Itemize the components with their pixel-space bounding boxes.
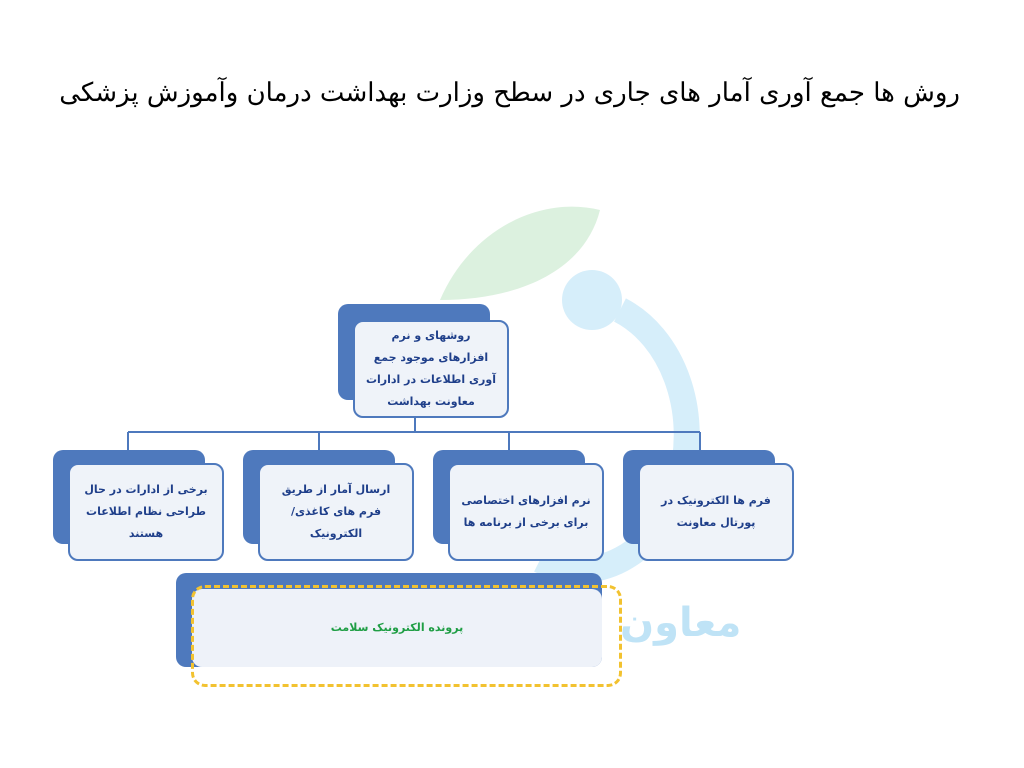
child-node-1: فرم ها الکترونیک در پورتال معاونت [638,463,794,561]
highlight-dashed-box [191,585,622,687]
child-node-4: برخی از ادارات در حال طراحی نظام اطلاعات هستند [68,463,224,561]
child-node-3: ارسال آمار از طریق فرم های کاغذی/ الکترونیک [258,463,414,561]
watermark-text: معاون [620,600,742,646]
child-node-2: نرم افزارهای اختصاصی برای برخی از برنامه ها [448,463,604,561]
root-node: روشهای و نرم افزارهای موجود جمع آوری اطلاعات در ادارات معاونت بهداشت [353,320,509,418]
slide-title: روش ها جمع آوری آمار های جاری در سطح وزارت بهداشت درمان وآموزش پزشکی [59,78,960,108]
bottom-node: پرونده الکترونیک سلامت [192,589,602,667]
